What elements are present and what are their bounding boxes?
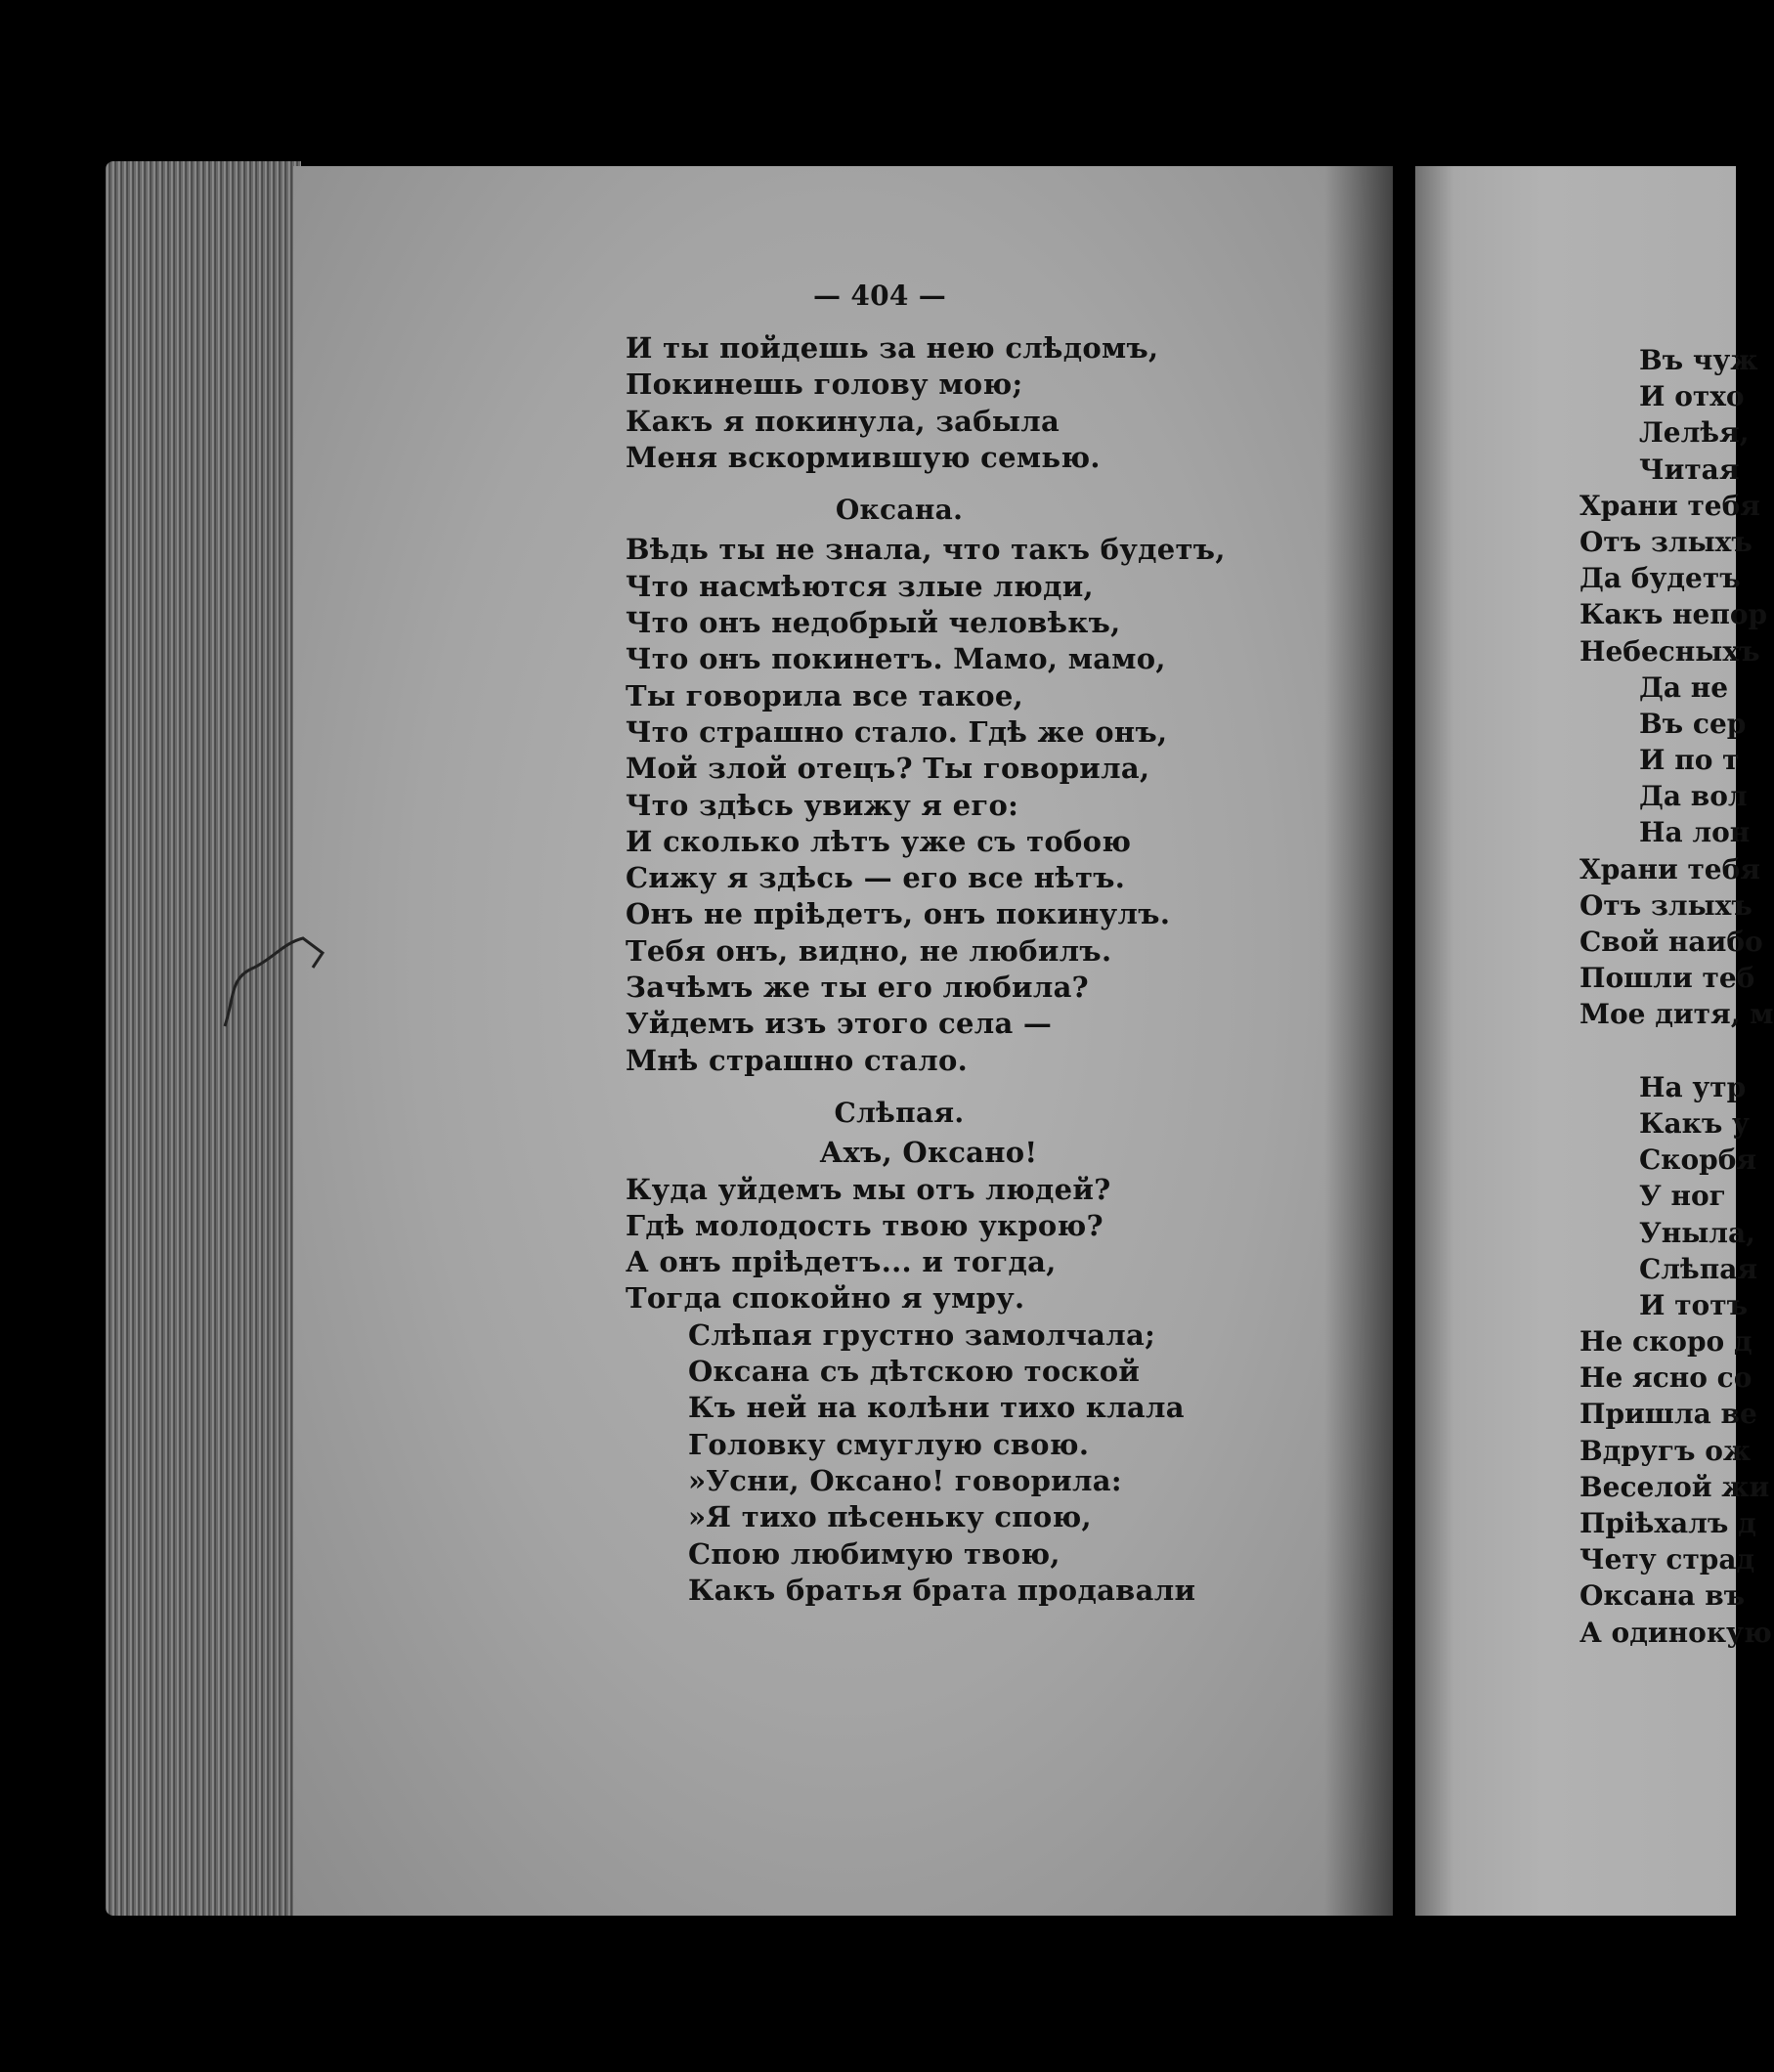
verse-line-cropped: Уныла, [1639,1216,1755,1249]
verse-line: Куда уйдемъ мы отъ людей? [626,1172,1111,1206]
verse-line: Какъ братья брата продавали [688,1573,1196,1607]
verse-line: Сижу я здѣсь — его все нѣтъ. [626,861,1126,895]
speaker-heading-oksana: Оксана. [835,494,964,527]
verse-line: Уйдемъ изъ этого села — [626,1007,1053,1041]
verse-line-cropped: Пришла ве [1579,1398,1757,1431]
verse-line: И сколько лѣтъ уже съ тобою [626,824,1132,858]
verse-line-cropped: И по т [1639,744,1740,777]
verse-line-cropped: Отъ злыхъ [1579,888,1752,922]
verse-line-cropped: На лон [1639,816,1751,849]
verse-line: А онъ пріѣдетъ... и тогда, [626,1245,1057,1279]
verse-line: Тогда спокойно я умру. [626,1281,1025,1316]
verse-line: »Я тихо пѣсеньку спою, [688,1500,1092,1534]
verse-line: Что насмѣются злые люди, [626,569,1094,603]
verse-line-cropped: Не ясно со [1579,1361,1752,1395]
verse-line-cropped: Храни тебя [1579,489,1760,522]
verse-line-cropped: Какъ у [1639,1106,1750,1140]
gutter-shadow [1324,166,1393,1916]
ink-mark-decoration [215,909,352,1046]
right-page-text [1579,342,1774,1651]
verse-line: Оксана съ дѣтскою тоской [688,1355,1141,1389]
verse-line: Мой злой отецъ? Ты говорила, [626,752,1150,786]
verse-line: Что страшно стало. Гдѣ же онъ, [626,714,1168,749]
verse-line: Меня вскормившую семью. [626,440,1101,474]
verse-line: Къ ней на колѣни тихо клала [688,1391,1185,1425]
verse-line-cropped: Мое дитя, м [1579,998,1774,1031]
verse-line-cropped: Да будетъ [1579,562,1741,595]
stanza-1 [626,330,1173,476]
verse-line: Какъ я покинула, забыла [626,404,1060,438]
verse-line: Зачѣмъ же ты его любила? [626,971,1089,1005]
verse-line: Покинешь голову мою; [626,367,1023,402]
stanza-2 [626,532,1226,1078]
verse-line-cropped: Въ сер [1639,707,1747,740]
verse-line-cropped: Какъ непор [1579,598,1768,631]
right-page [1415,166,1774,1916]
verse-line-cropped: И тотъ [1639,1288,1749,1321]
poem-text [626,274,1226,1609]
verse-line-cropped: Чету страд [1579,1543,1755,1576]
verse-line: »Усни, Оксано! говорила: [688,1463,1122,1497]
verse-line-cropped: Оксана въ [1579,1579,1746,1613]
verse-line-cropped: Храни тебя [1579,852,1760,885]
verse-line-cropped: На утр [1639,1070,1747,1103]
verse-line: Вѣдь ты не знала, что такъ будетъ, [626,533,1226,567]
verse-line-cropped [1579,1033,1774,1069]
speaker-heading-slepaya: Слѣпая. [834,1096,965,1129]
verse-line-cropped: Отъ злыхъ [1579,525,1752,558]
verse-line-cropped: У ног [1639,1180,1726,1213]
verse-line-cropped: Слѣпая [1639,1252,1758,1285]
verse-line-cropped: Лелѣя, [1639,416,1750,450]
verse-line-centered: Ахъ, Оксано! [819,1136,1038,1170]
verse-line-cropped: Свой наибо [1579,926,1763,958]
verse-line: Головку смуглую свою. [688,1427,1090,1461]
verse-line: Онъ не пріѣдетъ, онъ покинулъ. [626,897,1171,931]
page-number: — 404 — [812,280,947,312]
stanza-3 [626,1172,1173,1317]
verse-line-cropped: Скорбя [1639,1144,1757,1177]
verse-line: Что онъ покинетъ. Мамо, мамо, [626,642,1166,676]
verse-line-cropped: Да вол [1639,780,1748,813]
left-page [293,166,1393,1916]
verse-line: Спою любимую твою, [688,1536,1060,1571]
verse-line-cropped: Пошли теб [1579,962,1755,995]
verse-line-cropped: Читая [1639,453,1740,486]
verse-line: Ты говорила все такое, [626,678,1024,712]
verse-line: Тебя онъ, видно, не любилъ. [626,933,1112,968]
verse-line-cropped: Пріѣхалъ д [1579,1507,1756,1539]
verse-line-cropped: Да не [1639,670,1729,704]
verse-line-cropped: Небесныхъ [1579,634,1760,668]
verse-line-cropped: И отхо [1639,380,1745,413]
verse-line: Мнѣ страшно стало. [626,1043,969,1077]
verse-line: И ты пойдешь за нею слѣдомъ, [626,331,1159,365]
verse-line: Гдѣ молодость твою укрою? [626,1208,1103,1242]
stanza-4 [626,1317,1196,1609]
verse-line-cropped: А одинокую [1579,1616,1772,1649]
verse-line: Что здѣсь увижу я его: [626,788,1019,822]
verse-line-cropped: Веселой жи [1579,1470,1770,1503]
verse-line-cropped: Въ чуж [1639,344,1758,376]
verse-line: Слѣпая грустно замолчала; [688,1317,1156,1352]
verse-line: Что онъ недобрый человѣкъ, [626,606,1121,640]
verse-line-cropped: Не скоро д [1579,1325,1752,1359]
verse-line-cropped: Вдругъ ож [1579,1434,1752,1467]
